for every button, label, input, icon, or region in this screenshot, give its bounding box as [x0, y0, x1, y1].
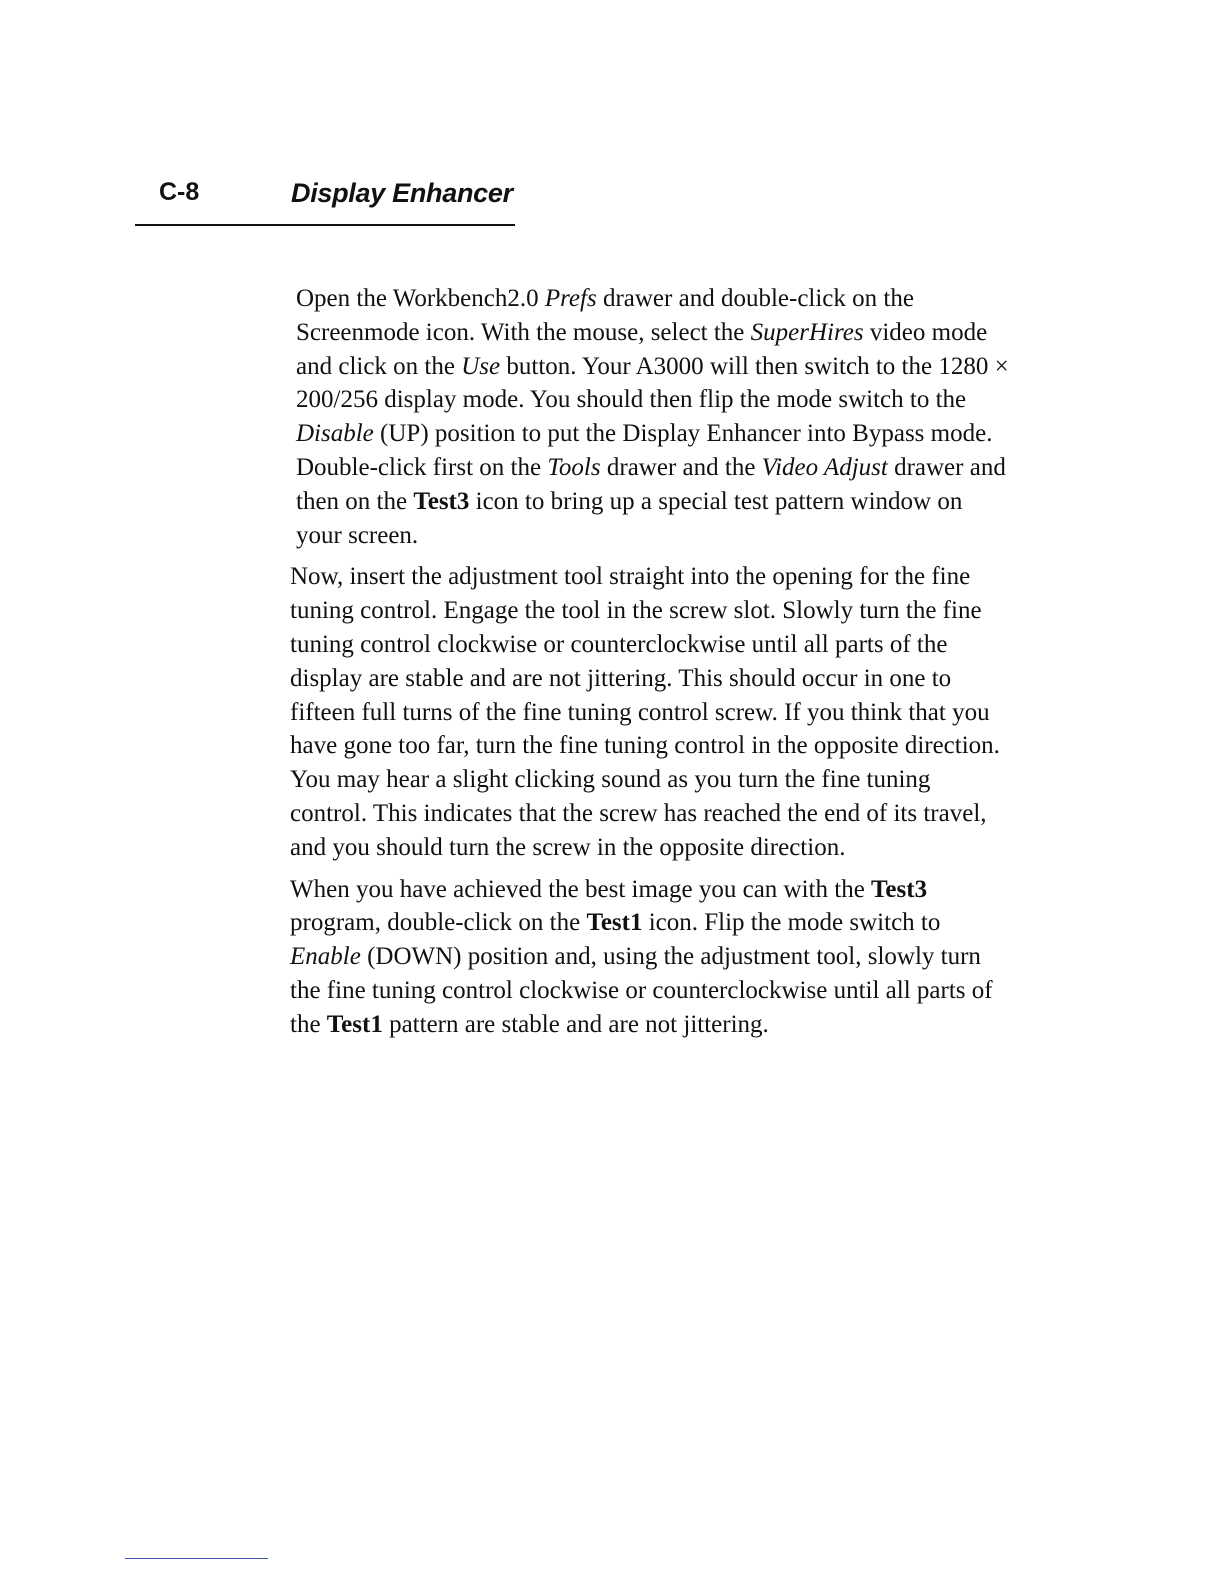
enable-term: Enable — [290, 943, 361, 971]
superhires-term: SuperHires — [750, 318, 864, 346]
page-header — [135, 178, 515, 226]
paragraph-1: Open the Workbench2.0 Prefs drawer and double-click on the Screenmode icon. With the mouse, select the SuperHires video mode and click on the Use button. Your A3000 will then switch to the 1280 × 200/256 display mode. You should then flip the mode switch to the Disable (UP) position to put the Display Enhancer into Bypass mode. Double-click first on the Tools drawer and the Video Adjust drawer and then on the Test3 icon to bring up a special test pattern window on your screen. — [296, 285, 1009, 549]
tools-term: Tools — [547, 453, 601, 481]
test1-term: Test1 — [326, 1010, 383, 1038]
test1-term: Test1 — [586, 909, 643, 937]
test3-term: Test3 — [413, 487, 470, 515]
disable-term: Disable — [296, 420, 374, 448]
test3-term: Test3 — [871, 875, 928, 903]
paragraph-2: Now, insert the adjustment tool straight into the opening for the fine tuning control. Engage the tool in the screw slot. Slowly turn the fine tuning control clockwise or counterclockwise until all parts of the display are stable and are not jittering. This should occur in one to fifteen full turns of the fine tuning control screw. If you think that you have gone too far, turn the fine tuning control in the opposite direction. You may hear a slight clicking sound as you turn the fine tuning control. This indicates that the screw has reached the end of its travel, and you should turn the screw in the opposite direction. — [290, 563, 1000, 861]
video-adjust-term: Video Adjust — [761, 453, 888, 481]
paragraph-3: When you have achieved the best image you can with the Test3 program, double-click on the Test1 icon. Flip the mode switch to Enable (DOWN) position and, using the adjustment tool, slowly turn the fine tuning control clockwise or counterclockwise until all parts of the Test1 pattern are stable and are not jittering. — [290, 875, 993, 1038]
body-text — [290, 282, 1010, 1050]
prefs-term: Prefs — [544, 285, 597, 312]
page-number: C-8 — [159, 178, 200, 206]
use-term: Use — [461, 352, 501, 380]
chapter-title: Display Enhancer — [291, 178, 513, 208]
footer-divider — [125, 1558, 268, 1559]
